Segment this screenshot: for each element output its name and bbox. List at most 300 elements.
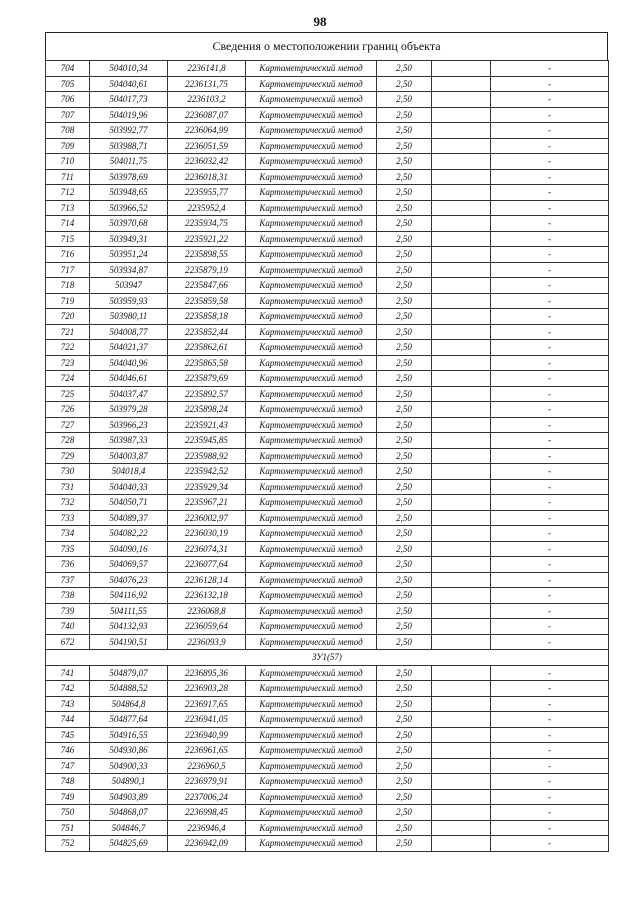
coordinates-sheet <box>45 32 608 852</box>
cell-accuracy: 2,50 <box>377 154 432 170</box>
cell-method: Картометрический метод <box>246 324 377 340</box>
cell-description <box>432 510 491 526</box>
cell-method: Картометрический метод <box>246 681 377 697</box>
table-row <box>46 309 609 325</box>
cell-note: - <box>491 541 609 557</box>
cell-coord-y: 2235879,69 <box>168 371 246 387</box>
cell-point-number: 733 <box>46 510 90 526</box>
cell-note: - <box>491 588 609 604</box>
cell-note: - <box>491 92 609 108</box>
cell-description <box>432 495 491 511</box>
cell-coord-x: 503987,33 <box>90 433 168 449</box>
cell-coord-y: 2236068,8 <box>168 603 246 619</box>
table-row <box>46 200 609 216</box>
cell-point-number: 714 <box>46 216 90 232</box>
cell-coord-x: 503959,93 <box>90 293 168 309</box>
cell-point-number: 729 <box>46 448 90 464</box>
cell-point-number: 728 <box>46 433 90 449</box>
cell-method: Картометрический метод <box>246 603 377 619</box>
cell-point-number: 724 <box>46 371 90 387</box>
cell-method: Картометрический метод <box>246 634 377 650</box>
cell-point-number: 737 <box>46 572 90 588</box>
cell-accuracy: 2,50 <box>377 495 432 511</box>
cell-accuracy: 2,50 <box>377 479 432 495</box>
cell-description <box>432 92 491 108</box>
cell-point-number: 748 <box>46 774 90 790</box>
cell-description <box>432 324 491 340</box>
cell-accuracy: 2,50 <box>377 603 432 619</box>
cell-description <box>432 727 491 743</box>
cell-note: - <box>491 665 609 681</box>
table-row <box>46 789 609 805</box>
cell-coord-y: 2236979,91 <box>168 774 246 790</box>
cell-method: Картометрический метод <box>246 185 377 201</box>
cell-description <box>432 696 491 712</box>
cell-description <box>432 107 491 123</box>
cell-point-number: 750 <box>46 805 90 821</box>
cell-note: - <box>491 340 609 356</box>
cell-note: - <box>491 386 609 402</box>
table-row <box>46 541 609 557</box>
cell-coord-x: 504017,73 <box>90 92 168 108</box>
cell-accuracy: 2,50 <box>377 92 432 108</box>
cell-description <box>432 402 491 418</box>
cell-description <box>432 169 491 185</box>
cell-description <box>432 138 491 154</box>
cell-point-number: 720 <box>46 309 90 325</box>
table-row <box>46 681 609 697</box>
cell-coord-y: 2236032,42 <box>168 154 246 170</box>
cell-coord-y: 2236030,19 <box>168 526 246 542</box>
cell-accuracy: 2,50 <box>377 123 432 139</box>
cell-description <box>432 789 491 805</box>
cell-note: - <box>491 603 609 619</box>
cell-description <box>432 340 491 356</box>
cell-note: - <box>491 820 609 836</box>
cell-coord-x: 504888,52 <box>90 681 168 697</box>
table-row <box>46 262 609 278</box>
cell-coord-y: 2235858,18 <box>168 309 246 325</box>
cell-accuracy: 2,50 <box>377 293 432 309</box>
cell-coord-y: 2236917,65 <box>168 696 246 712</box>
cell-accuracy: 2,50 <box>377 727 432 743</box>
page-number: 98 <box>313 14 327 29</box>
cell-coord-x: 504019,96 <box>90 107 168 123</box>
cell-coord-y: 2236074,31 <box>168 541 246 557</box>
cell-accuracy: 2,50 <box>377 510 432 526</box>
table-row <box>46 340 609 356</box>
table-row <box>46 836 609 852</box>
cell-accuracy: 2,50 <box>377 278 432 294</box>
cell-coord-x: 504050,71 <box>90 495 168 511</box>
cell-coord-y: 2235952,4 <box>168 200 246 216</box>
cell-accuracy: 2,50 <box>377 386 432 402</box>
cell-note: - <box>491 448 609 464</box>
cell-coord-y: 2236961,65 <box>168 743 246 759</box>
cell-point-number: 747 <box>46 758 90 774</box>
cell-accuracy: 2,50 <box>377 231 432 247</box>
cell-point-number: 735 <box>46 541 90 557</box>
cell-point-number: 708 <box>46 123 90 139</box>
cell-coord-y: 2236998,45 <box>168 805 246 821</box>
cell-method: Картометрический метод <box>246 154 377 170</box>
cell-note: - <box>491 836 609 852</box>
cell-description <box>432 216 491 232</box>
cell-description <box>432 805 491 821</box>
cell-coord-y: 2236131,75 <box>168 76 246 92</box>
cell-coord-x: 504090,16 <box>90 541 168 557</box>
cell-coord-y: 2235862,61 <box>168 340 246 356</box>
cell-accuracy: 2,50 <box>377 309 432 325</box>
table-row <box>46 696 609 712</box>
table-row <box>46 61 609 77</box>
cell-point-number: 727 <box>46 417 90 433</box>
cell-method: Картометрический метод <box>246 696 377 712</box>
cell-description <box>432 371 491 387</box>
cell-point-number: 717 <box>46 262 90 278</box>
cell-point-number: 746 <box>46 743 90 759</box>
cell-coord-y: 2235921,22 <box>168 231 246 247</box>
cell-description <box>432 541 491 557</box>
cell-accuracy: 2,50 <box>377 216 432 232</box>
cell-point-number: 715 <box>46 231 90 247</box>
table-row <box>46 278 609 294</box>
coordinates-table <box>45 60 609 852</box>
cell-accuracy: 2,50 <box>377 526 432 542</box>
cell-method: Картометрический метод <box>246 464 377 480</box>
cell-accuracy: 2,50 <box>377 572 432 588</box>
cell-description <box>432 619 491 635</box>
cell-description <box>432 448 491 464</box>
cell-method: Картометрический метод <box>246 727 377 743</box>
table-body-lower <box>46 665 609 851</box>
cell-description <box>432 200 491 216</box>
cell-accuracy: 2,50 <box>377 805 432 821</box>
cell-point-number: 726 <box>46 402 90 418</box>
cell-coord-x: 504021,37 <box>90 340 168 356</box>
cell-note: - <box>491 805 609 821</box>
table-row <box>46 92 609 108</box>
cell-coord-y: 2236942,09 <box>168 836 246 852</box>
cell-coord-y: 2235934,75 <box>168 216 246 232</box>
table-row <box>46 526 609 542</box>
cell-description <box>432 433 491 449</box>
cell-point-number: 752 <box>46 836 90 852</box>
cell-note: - <box>491 107 609 123</box>
cell-coord-x: 504010,34 <box>90 61 168 77</box>
cell-accuracy: 2,50 <box>377 448 432 464</box>
cell-accuracy: 2,50 <box>377 169 432 185</box>
section-row <box>46 650 609 666</box>
cell-point-number: 709 <box>46 138 90 154</box>
cell-description <box>432 758 491 774</box>
cell-method: Картометрический метод <box>246 510 377 526</box>
cell-description <box>432 76 491 92</box>
cell-coord-x: 503951,24 <box>90 247 168 263</box>
cell-coord-y: 2235859,58 <box>168 293 246 309</box>
cell-point-number: 734 <box>46 526 90 542</box>
cell-description <box>432 557 491 573</box>
cell-coord-x: 504868,07 <box>90 805 168 821</box>
cell-coord-y: 2235898,55 <box>168 247 246 263</box>
cell-coord-x: 504903,89 <box>90 789 168 805</box>
table-row <box>46 495 609 511</box>
cell-note: - <box>491 169 609 185</box>
table-row <box>46 758 609 774</box>
cell-accuracy: 2,50 <box>377 836 432 852</box>
cell-point-number: 711 <box>46 169 90 185</box>
cell-accuracy: 2,50 <box>377 200 432 216</box>
cell-point-number: 745 <box>46 727 90 743</box>
cell-coord-x: 504069,57 <box>90 557 168 573</box>
cell-note: - <box>491 758 609 774</box>
cell-description <box>432 247 491 263</box>
table-title: Сведения о местоположении границ объекта <box>45 32 608 60</box>
cell-coord-y: 2235955,77 <box>168 185 246 201</box>
cell-description <box>432 309 491 325</box>
cell-method: Картометрический метод <box>246 340 377 356</box>
cell-point-number: 721 <box>46 324 90 340</box>
cell-coord-y: 2237006,24 <box>168 789 246 805</box>
cell-accuracy: 2,50 <box>377 185 432 201</box>
cell-note: - <box>491 262 609 278</box>
cell-accuracy: 2,50 <box>377 588 432 604</box>
table-body-upper <box>46 61 609 650</box>
cell-coord-x: 504040,96 <box>90 355 168 371</box>
cell-accuracy: 2,50 <box>377 324 432 340</box>
cell-coord-y: 2236132,18 <box>168 588 246 604</box>
cell-coord-y: 2236895,36 <box>168 665 246 681</box>
cell-coord-x: 503947 <box>90 278 168 294</box>
cell-note: - <box>491 123 609 139</box>
cell-note: - <box>491 402 609 418</box>
cell-method: Картометрический метод <box>246 169 377 185</box>
cell-accuracy: 2,50 <box>377 464 432 480</box>
table-row <box>46 138 609 154</box>
cell-point-number: 731 <box>46 479 90 495</box>
cell-method: Картометрический метод <box>246 572 377 588</box>
cell-description <box>432 572 491 588</box>
cell-note: - <box>491 696 609 712</box>
cell-description <box>432 665 491 681</box>
cell-method: Картометрический метод <box>246 92 377 108</box>
cell-coord-x: 503934,87 <box>90 262 168 278</box>
cell-coord-y: 2236051,59 <box>168 138 246 154</box>
table-row <box>46 185 609 201</box>
cell-method: Картометрический метод <box>246 309 377 325</box>
cell-note: - <box>491 572 609 588</box>
cell-note: - <box>491 510 609 526</box>
cell-method: Картометрический метод <box>246 836 377 852</box>
cell-note: - <box>491 154 609 170</box>
cell-coord-y: 2236002,97 <box>168 510 246 526</box>
cell-description <box>432 231 491 247</box>
cell-accuracy: 2,50 <box>377 355 432 371</box>
cell-coord-x: 503980,11 <box>90 309 168 325</box>
cell-point-number: 719 <box>46 293 90 309</box>
cell-method: Картометрический метод <box>246 619 377 635</box>
cell-method: Картометрический метод <box>246 417 377 433</box>
cell-note: - <box>491 216 609 232</box>
cell-method: Картометрический метод <box>246 774 377 790</box>
cell-note: - <box>491 433 609 449</box>
cell-method: Картометрический метод <box>246 371 377 387</box>
cell-note: - <box>491 743 609 759</box>
cell-point-number: 730 <box>46 464 90 480</box>
cell-coord-x: 504011,75 <box>90 154 168 170</box>
cell-note: - <box>491 76 609 92</box>
cell-point-number: 704 <box>46 61 90 77</box>
table-row <box>46 154 609 170</box>
cell-point-number: 743 <box>46 696 90 712</box>
cell-method: Картометрический метод <box>246 541 377 557</box>
table-row <box>46 634 609 650</box>
cell-note: - <box>491 355 609 371</box>
cell-note: - <box>491 61 609 77</box>
cell-coord-x: 503970,68 <box>90 216 168 232</box>
table-row <box>46 433 609 449</box>
table-row <box>46 448 609 464</box>
cell-point-number: 706 <box>46 92 90 108</box>
cell-accuracy: 2,50 <box>377 557 432 573</box>
cell-note: - <box>491 138 609 154</box>
cell-coord-y: 2235988,92 <box>168 448 246 464</box>
cell-method: Картометрический метод <box>246 61 377 77</box>
cell-method: Картометрический метод <box>246 402 377 418</box>
cell-method: Картометрический метод <box>246 386 377 402</box>
cell-note: - <box>491 293 609 309</box>
cell-accuracy: 2,50 <box>377 138 432 154</box>
cell-note: - <box>491 417 609 433</box>
cell-note: - <box>491 495 609 511</box>
cell-accuracy: 2,50 <box>377 789 432 805</box>
cell-method: Картометрический метод <box>246 138 377 154</box>
cell-coord-y: 2236946,4 <box>168 820 246 836</box>
cell-note: - <box>491 309 609 325</box>
cell-point-number: 739 <box>46 603 90 619</box>
cell-coord-y: 2236018,31 <box>168 169 246 185</box>
table-row <box>46 216 609 232</box>
cell-coord-y: 2236087,07 <box>168 107 246 123</box>
cell-coord-x: 503978,69 <box>90 169 168 185</box>
cell-accuracy: 2,50 <box>377 433 432 449</box>
cell-coord-x: 503966,52 <box>90 200 168 216</box>
cell-method: Картометрический метод <box>246 107 377 123</box>
table-row <box>46 169 609 185</box>
cell-note: - <box>491 324 609 340</box>
cell-point-number: 725 <box>46 386 90 402</box>
cell-method: Картометрический метод <box>246 479 377 495</box>
cell-point-number: 707 <box>46 107 90 123</box>
cell-coord-y: 2235892,57 <box>168 386 246 402</box>
cell-coord-y: 2236064,99 <box>168 123 246 139</box>
cell-description <box>432 743 491 759</box>
table-row <box>46 820 609 836</box>
cell-coord-x: 504116,92 <box>90 588 168 604</box>
cell-note: - <box>491 526 609 542</box>
cell-coord-x: 503979,28 <box>90 402 168 418</box>
cell-accuracy: 2,50 <box>377 820 432 836</box>
cell-method: Картометрический метод <box>246 448 377 464</box>
cell-coord-x: 504864,8 <box>90 696 168 712</box>
cell-coord-x: 504040,61 <box>90 76 168 92</box>
table-row <box>46 588 609 604</box>
cell-coord-y: 2235879,19 <box>168 262 246 278</box>
cell-accuracy: 2,50 <box>377 696 432 712</box>
table-row <box>46 805 609 821</box>
cell-coord-y: 2236128,14 <box>168 572 246 588</box>
table-row <box>46 402 609 418</box>
cell-accuracy: 2,50 <box>377 340 432 356</box>
table-row <box>46 510 609 526</box>
cell-coord-x: 504018,4 <box>90 464 168 480</box>
cell-coord-x: 504037,47 <box>90 386 168 402</box>
cell-coord-x: 504008,77 <box>90 324 168 340</box>
cell-accuracy: 2,50 <box>377 681 432 697</box>
cell-point-number: 740 <box>46 619 90 635</box>
table-row <box>46 355 609 371</box>
cell-accuracy: 2,50 <box>377 417 432 433</box>
cell-description <box>432 526 491 542</box>
cell-description <box>432 603 491 619</box>
cell-coord-y: 2236141,8 <box>168 61 246 77</box>
cell-coord-x: 504890,1 <box>90 774 168 790</box>
cell-point-number: 736 <box>46 557 90 573</box>
cell-method: Картометрический метод <box>246 588 377 604</box>
cell-coord-x: 504003,87 <box>90 448 168 464</box>
cell-note: - <box>491 774 609 790</box>
cell-coord-x: 503966,23 <box>90 417 168 433</box>
cell-point-number: 749 <box>46 789 90 805</box>
cell-coord-y: 2236093,9 <box>168 634 246 650</box>
cell-note: - <box>491 185 609 201</box>
cell-point-number: 741 <box>46 665 90 681</box>
cell-coord-y: 2236077,64 <box>168 557 246 573</box>
table-row <box>46 572 609 588</box>
cell-accuracy: 2,50 <box>377 262 432 278</box>
cell-point-number: 716 <box>46 247 90 263</box>
cell-description <box>432 154 491 170</box>
cell-method: Картометрический метод <box>246 123 377 139</box>
cell-point-number: 742 <box>46 681 90 697</box>
table-row <box>46 371 609 387</box>
table-row <box>46 619 609 635</box>
cell-method: Картометрический метод <box>246 758 377 774</box>
cell-method: Картометрический метод <box>246 433 377 449</box>
table-row <box>46 107 609 123</box>
table-row <box>46 324 609 340</box>
cell-description <box>432 681 491 697</box>
cell-accuracy: 2,50 <box>377 665 432 681</box>
cell-method: Картометрический метод <box>246 200 377 216</box>
cell-coord-y: 2236103,2 <box>168 92 246 108</box>
cell-coord-y: 2235898,24 <box>168 402 246 418</box>
cell-accuracy: 2,50 <box>377 743 432 759</box>
cell-description <box>432 634 491 650</box>
cell-method: Картометрический метод <box>246 495 377 511</box>
table-row <box>46 743 609 759</box>
cell-note: - <box>491 712 609 728</box>
cell-description <box>432 262 491 278</box>
cell-coord-x: 504111,55 <box>90 603 168 619</box>
cell-point-number: 718 <box>46 278 90 294</box>
cell-method: Картометрический метод <box>246 557 377 573</box>
cell-method: Картометрический метод <box>246 262 377 278</box>
cell-note: - <box>491 557 609 573</box>
cell-coord-x: 503949,31 <box>90 231 168 247</box>
cell-coord-x: 504046,61 <box>90 371 168 387</box>
table-row <box>46 665 609 681</box>
